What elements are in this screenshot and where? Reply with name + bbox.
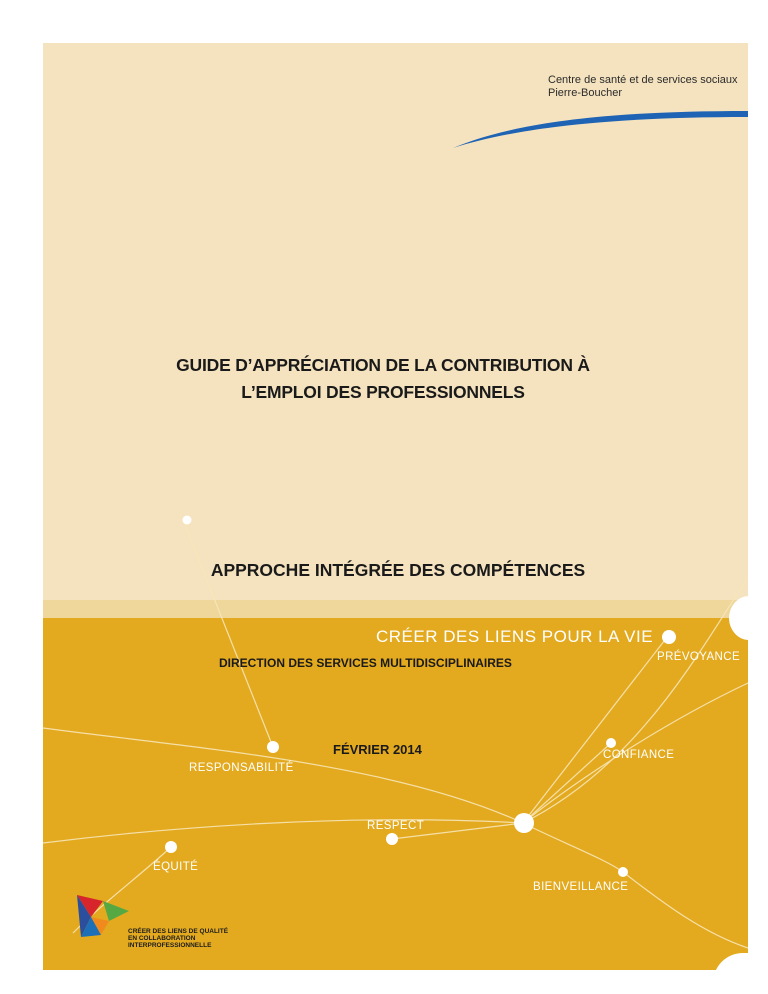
document-title-line1: GUIDE D’APPRÉCIATION DE LA CONTRIBUTION À: [176, 355, 590, 375]
direction-name: DIRECTION DES SERVICES MULTIDISCIPLINAIRES: [219, 656, 512, 670]
document-title-line2: L’EMPLOI DES PROFESSIONNELS: [241, 382, 525, 402]
puzzle-logo-icon: [73, 891, 133, 941]
value-equite: ÉQUITÉ: [153, 861, 199, 873]
value-respect: RESPECT: [367, 820, 425, 832]
document-subtitle: APPROCHE INTÉGRÉE DES COMPÉTENCES: [210, 560, 586, 580]
logo-caption: [128, 928, 228, 950]
swoosh-logo: [453, 111, 748, 148]
tagline: CRÉER DES LIENS POUR LA VIE: [376, 627, 654, 646]
value-responsabilite: RESPONSABILITÉ: [189, 762, 294, 774]
organization-name: [548, 74, 738, 100]
value-prevoyance: PRÉVOYANCE: [657, 651, 741, 663]
organization-line1: Centre de santé et de services sociaux: [548, 74, 738, 86]
logo-caption-line3: INTERPROFESSIONNELLE: [128, 942, 212, 950]
logo-caption-line1: CRÉER DES LIENS DE QUALITÉ: [128, 928, 229, 935]
value-bienveillance: BIENVEILLANCE: [533, 881, 629, 893]
publication-date: FÉVRIER 2014: [333, 742, 422, 757]
organization-line2: Pierre-Boucher: [548, 87, 622, 99]
value-confiance: CONFIANCE: [603, 749, 675, 761]
cover-page: [43, 43, 748, 970]
logo-caption-line2: EN COLLABORATION: [128, 935, 196, 943]
